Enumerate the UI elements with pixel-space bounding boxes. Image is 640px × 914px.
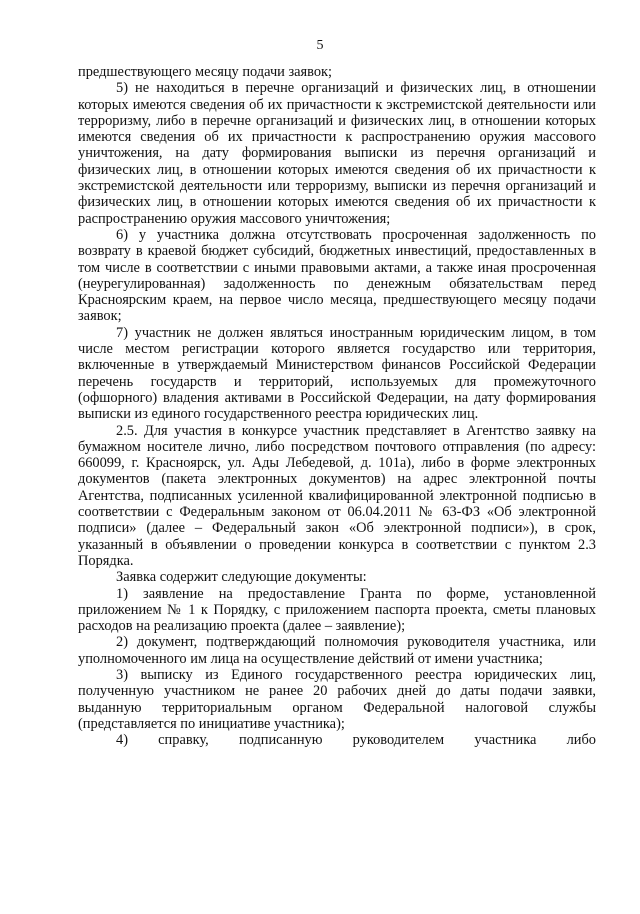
page-number: 5 — [316, 38, 324, 53]
document-body — [78, 64, 596, 748]
paragraph-document-3: 3) выписку из Единого государственного реестра юридических лиц, полученную участником не ранее 20 рабочих дней до даты подачи заявки, выданную территориальным органом Федеральной налоговой службы (представляется по инициативе участника); — [78, 666, 596, 732]
paragraph-document-1: 1) заявление на предоставление Гранта по форме, установленной приложением № 1 к Порядку, с приложением паспорта проекта, сметы плановых расходов на реализацию проекта (далее – заявление); — [78, 585, 596, 635]
paragraph-item-6: 6) у участника должна отсутствовать просроченная задолженность по возврату в краевой бюджет субсидий, бюджетных инвестиций, предоставленных в том числе в соответствии с иными правовыми актами, а также иная просроченная (неурегулированная) задолженность по денежным обязательствам перед Красноярским краем, на первое число месяца, предшествующего месяцу подачи заявок; — [78, 226, 596, 325]
paragraph-application-contents: Заявка содержит следующие документы: — [116, 569, 367, 586]
paragraph-item-5: 5) не находиться в перечне организаций и физических лиц, в отношении которых имеются сведения об их причастности к экстремистской деятельности или терроризму, либо в перечне организаций и физических лиц, в отношении которых имеются сведения об их причастности к распространению оружия массового уничтожения, на дату формирования выписки из перечня организаций и физических лиц, в отношении которых имеются сведения об их причастности к экстремистской деятельности или терроризму, выписки из перечня организаций и физических лиц, в отношении которых имеются сведения об их причастности к распространению оружия массового уничтожения; — [78, 80, 596, 227]
paragraph-document-2: 2) документ, подтверждающий полномочия руководителя участника, или уполномоченного им лица на осуществление действий от имени участника; — [78, 634, 596, 667]
paragraph-intro: предшествующего месяцу подачи заявок; — [78, 64, 333, 80]
paragraph-item-7: 7) участник не должен являться иностранным юридическим лицом, в том числе местом регистрации которого является государство или территория, включенные в утверждаемый Министерством финансов Российской Федерации перечень государств и территорий, используемых для промежуточного (офшорного) владения активами в Российской Федерации, на дату формирования выписки из единого государственного реестра юридических лиц. — [78, 324, 596, 423]
paragraph-document-4: 4) справку, подписанную руководителем участника либо — [116, 732, 596, 749]
paragraph-2-5: 2.5. Для участия в конкурсе участник представляет в Агентство заявку на бумажном носителе лично, либо посредством почтового отправления (по адресу: 660099, г. Красноярск, ул. Ады Лебедевой, д. 101а), либо в форме электронных документов (пакета электронных документов) на адрес электронной почты Агентства, подписанных усиленной квалифицированной электронной подписью в соответствии с Федеральным законом от 06.04.2011 № 63-ФЗ «Об электронной подписи» (далее – Федеральный закон «Об электронной подписи»), в срок, указанный в объявлении о проведении конкурса в соответствии с пунктом 2.3 Порядка. — [78, 422, 596, 569]
